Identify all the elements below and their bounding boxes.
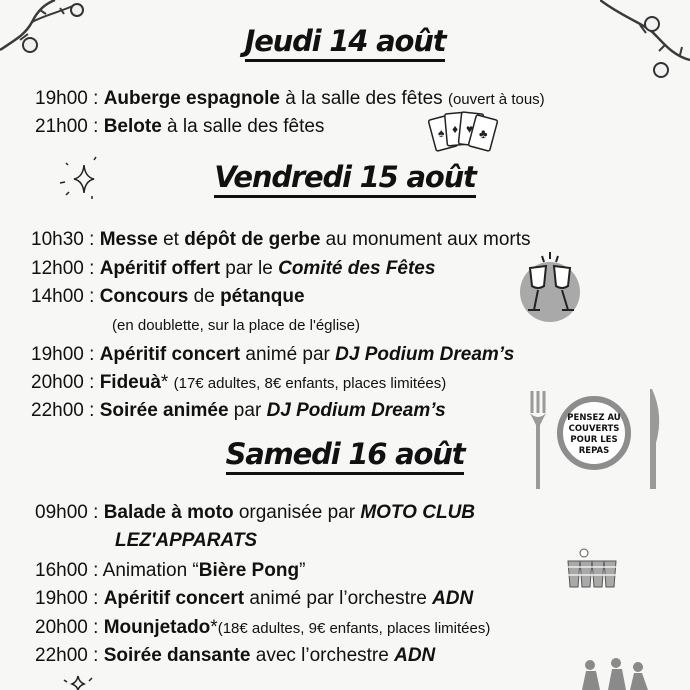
event-line: 21h00 : Belote à la salle des fêtes	[35, 116, 325, 137]
champagne-glasses-icon	[512, 248, 592, 326]
event-line: 20h00 : Fideuà* (17€ adultes, 8€ enfants, places limitées)	[31, 372, 447, 393]
event-line: 20h00 : Mounjetado*(18€ adultes, 9€ enfants, places limitées)	[35, 617, 491, 638]
svg-text:♠: ♠	[438, 126, 445, 140]
event-line: 12h00 : Apéritif offert par le Comité des Fêtes	[31, 258, 436, 279]
event-line-continued: LEZ'APPARATS	[115, 530, 258, 551]
event-time: 14h00	[31, 286, 84, 307]
svg-text:♥: ♥	[466, 122, 474, 136]
reminder-badge: PENSEZ AU COUVERTS POUR LES REPAS	[557, 396, 631, 470]
event-note: (en doublette, sur la place de l'église)	[112, 317, 361, 334]
event-line: 14h00 : Concours de pétanque	[31, 286, 305, 307]
event-time: 19h00	[31, 344, 84, 365]
dancers-icon	[572, 655, 652, 690]
event-time: 19h00	[35, 88, 88, 109]
event-line: 16h00 : Animation “Bière Pong”	[35, 560, 306, 581]
event-time: 22h00	[31, 400, 84, 421]
event-time: 09h00	[35, 502, 88, 523]
day-title-vendredi: Vendredi 15 août	[0, 160, 690, 194]
beer-pong-cups-icon	[564, 545, 624, 593]
event-line: 19h00 : Apéritif concert animé par DJ Podium Dream’s	[31, 344, 515, 365]
day-title-samedi: Samedi 16 août	[0, 437, 690, 471]
day-title-jeudi: Jeudi 14 août	[0, 24, 690, 58]
svg-text:♣: ♣	[479, 126, 488, 141]
playing-cards-icon	[428, 107, 498, 159]
event-line: 10h30 : Messe et dépôt de gerbe au monument aux morts	[31, 229, 531, 250]
event-time: 10h30	[31, 229, 84, 250]
event-time: 20h00	[31, 372, 84, 393]
event-line: 09h00 : Balade à moto organisée par MOTO CLUB	[35, 502, 476, 523]
svg-text:♦: ♦	[452, 122, 459, 136]
event-line: 19h00 : Apéritif concert animé par l’orchestre ADN	[35, 588, 474, 609]
event-time: 12h00	[31, 258, 84, 279]
event-time: 16h00	[35, 560, 88, 581]
event-line: 19h00 : Auberge espagnole à la salle des fêtes (ouvert à tous)	[35, 88, 545, 109]
event-time: 20h00	[35, 617, 88, 638]
event-time: 21h00	[35, 116, 88, 137]
event-line: 22h00 : Soirée dansante avec l’orchestre ADN	[35, 645, 436, 666]
event-time: 22h00	[35, 645, 88, 666]
event-line: 22h00 : Soirée animée par DJ Podium Dream’s	[31, 400, 446, 421]
event-time: 19h00	[35, 588, 88, 609]
sparkle-icon	[58, 674, 98, 690]
